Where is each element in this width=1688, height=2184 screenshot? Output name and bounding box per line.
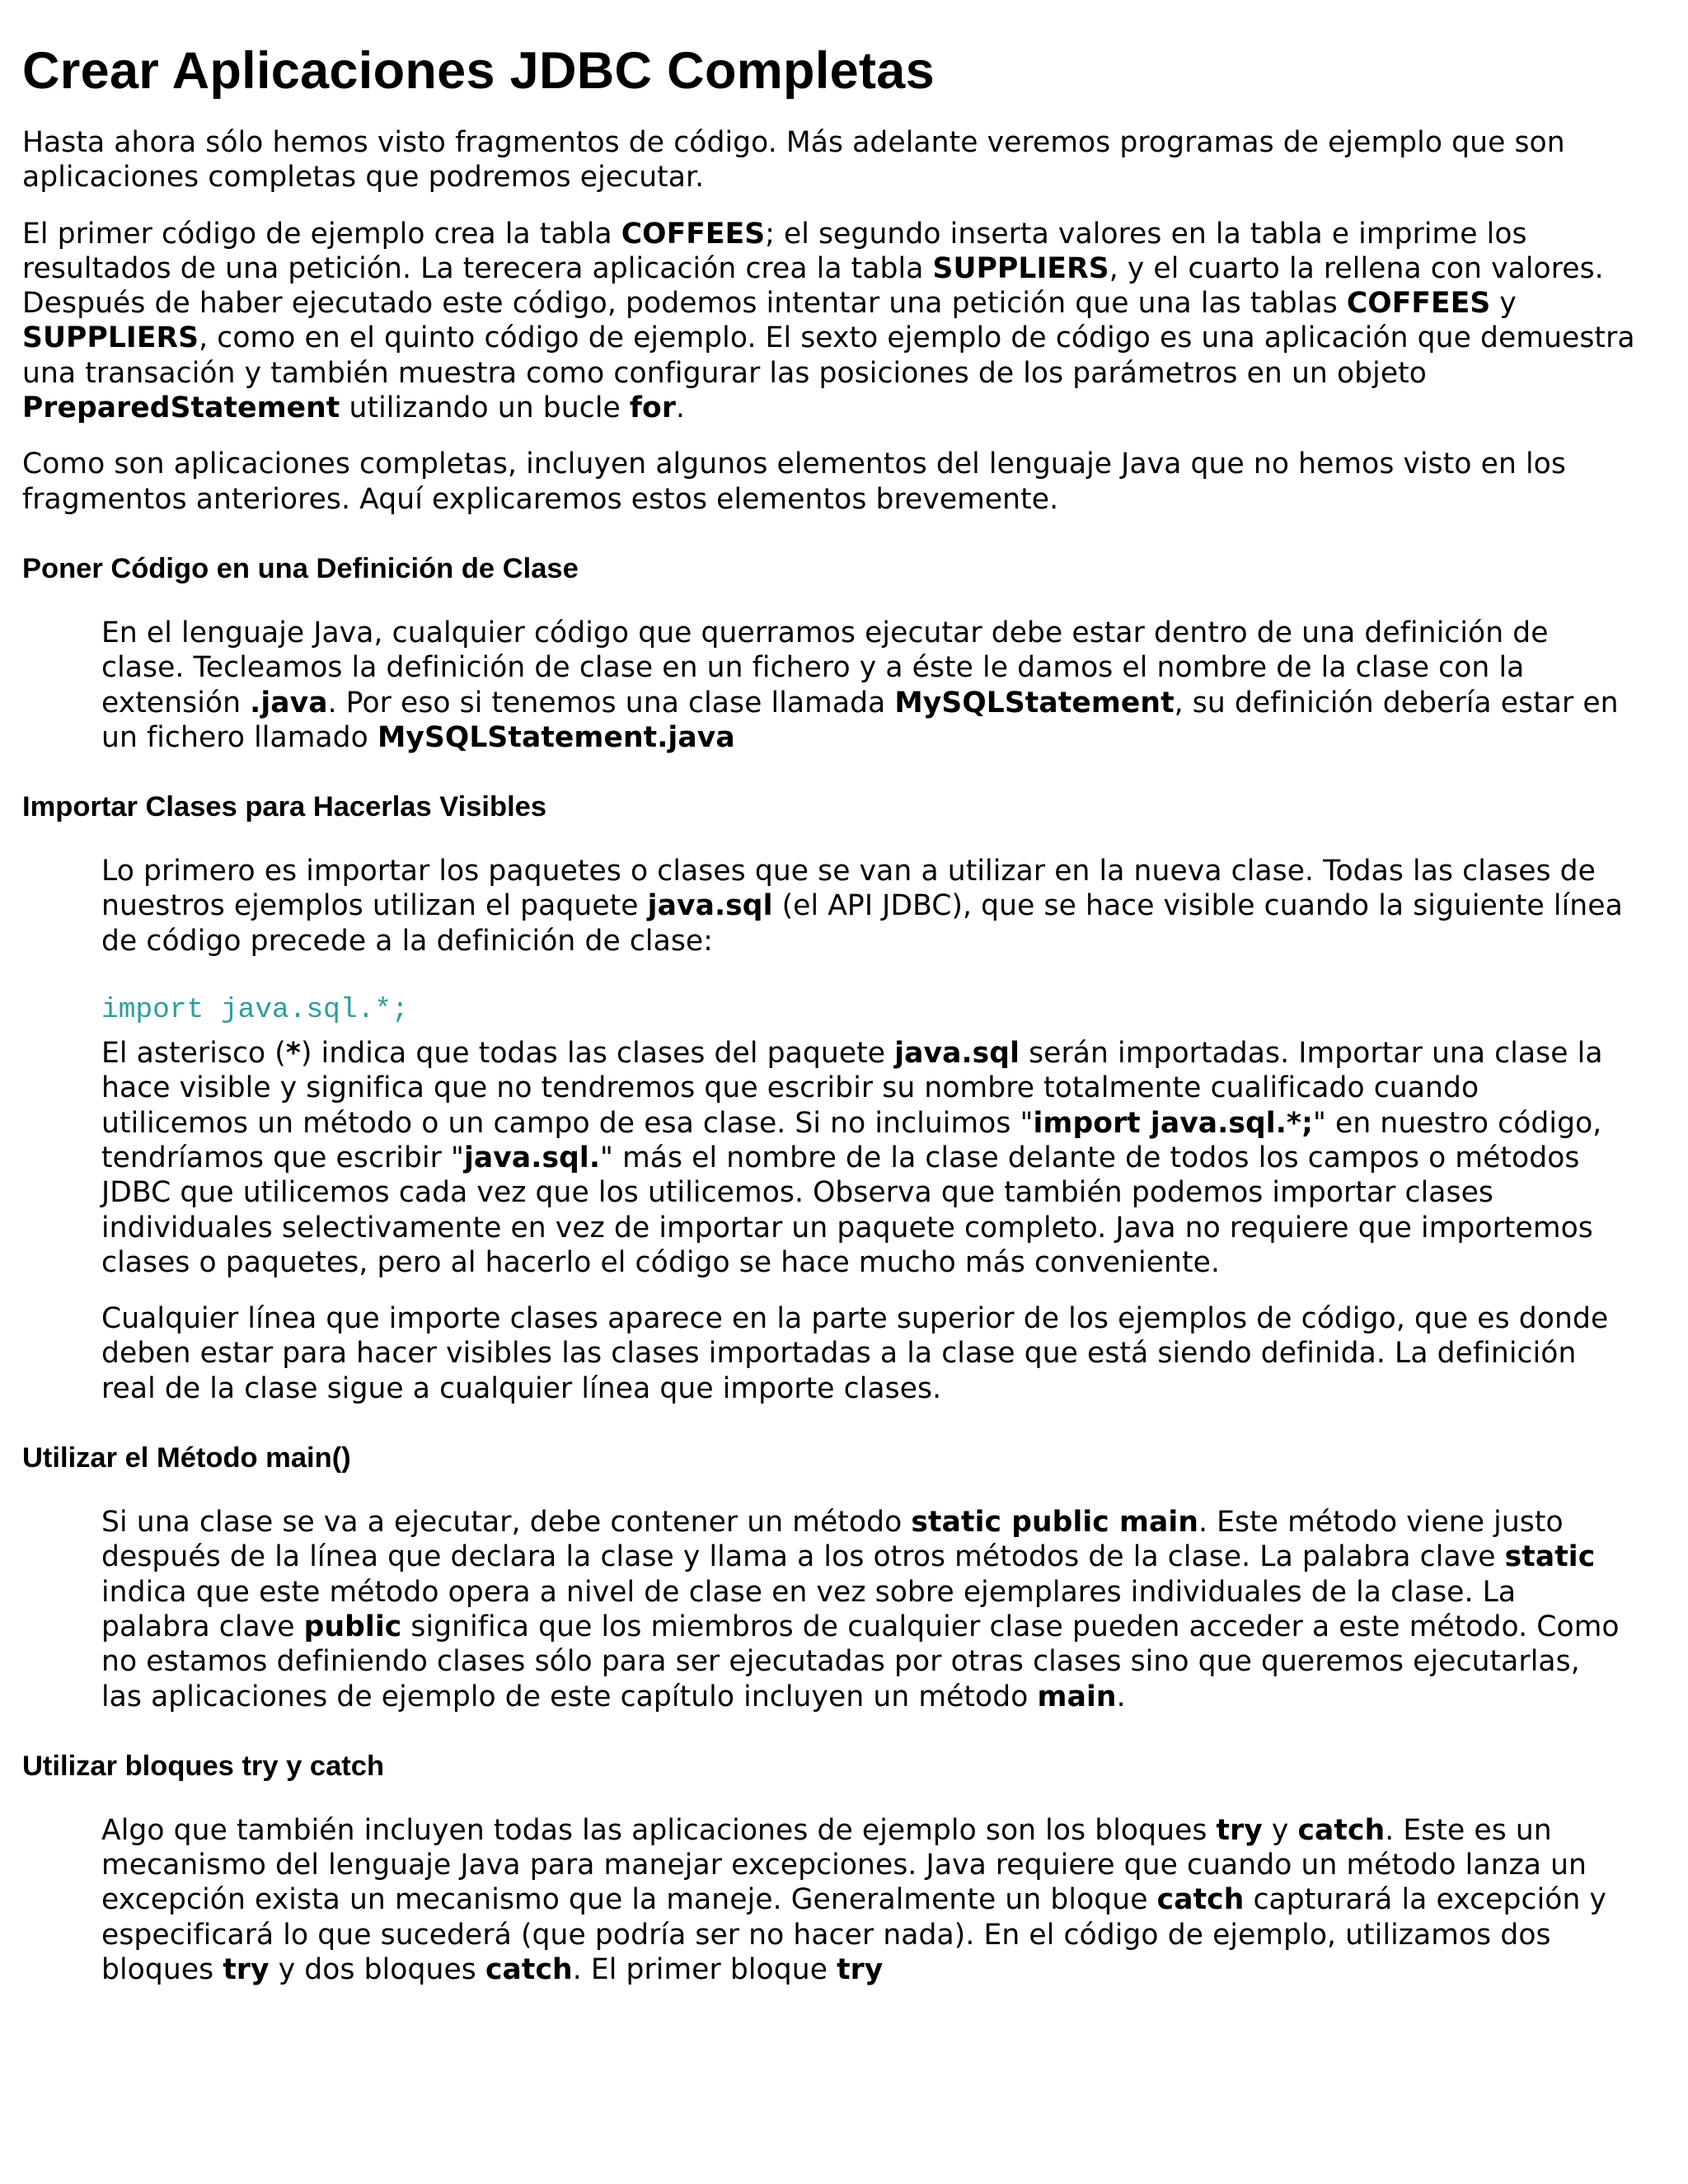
section-paragraph <box>101 616 1626 755</box>
text-run: y <box>1262 1813 1298 1847</box>
text-run: . El primer bloque <box>572 1952 837 1986</box>
bold-term: COFFEES <box>1346 287 1491 321</box>
bold-term: public <box>303 1610 402 1643</box>
text-run: . Este método viene justo después de la línea que declara la clase y llama a los otros métodos de la clase. La palabra clave <box>101 1506 1564 1574</box>
bold-term: catch <box>1156 1883 1245 1917</box>
document-page <box>22 38 1662 2008</box>
text-run: Hasta ahora sólo hemos visto fragmentos de código. Más adelante veremos programas de ejemplo que son aplicaciones completas que podremos ejecutar. <box>22 126 1565 194</box>
text-run: Lo primero es importar los paquetes o clases que se van a utilizar en la nueva clase. Todas las clases de nuestros ejemplos utilizan el paquete <box>101 855 1596 923</box>
section-paragraph <box>101 854 1626 958</box>
bold-term: COFFEES <box>621 217 766 251</box>
section-heading: Poner Código en una Definición de Clase <box>22 552 579 584</box>
text-run: , como en el quinto código de ejemplo. El sexto ejemplo de código es una aplicación que demuestra una transación y también muestra como configurar las posiciones de los parámetros en un objeto <box>22 321 1635 390</box>
text-run: " en nuestro código, tendríamos que escribir " <box>101 1106 1602 1174</box>
section-body <box>101 1813 1626 1987</box>
section-heading: Utilizar bloques try y catch <box>22 1750 385 1782</box>
code-snippet: import java.sql.*; <box>101 994 409 1027</box>
text-run: , su definición debería estar en un fichero llamado <box>101 686 1619 754</box>
section-paragraph <box>101 1036 1626 1280</box>
bold-term: SUPPLIERS <box>932 251 1109 285</box>
text-run: " más el nombre de la clase delante de todos los campos o métodos JDBC que utilicemos cada vez que los utilicemos. Observa que también podemos importar clases individuales selectivamente en vez de importar un paquete completo. Java no requiere que importemos clases o paquetes, pero al hacerlo el código se hace mucho más conveniente. <box>101 1141 1593 1279</box>
bold-term: try <box>1216 1813 1263 1847</box>
text-run: ) indica que todas las clases del paquete <box>301 1037 895 1071</box>
text-run: . <box>1116 1680 1126 1713</box>
text-run: En el lenguaje Java, cualquier código que querramos ejecutar debe estar dentro de una definición de clase. Tecleamos la definición de clase en un fichero y a éste le damos el nombre de la clase con la extensión <box>101 616 1549 719</box>
section-body <box>101 616 1626 755</box>
intro-paragraph <box>22 217 1662 426</box>
bold-term: import java.sql.*; <box>1033 1106 1313 1140</box>
text-run: y <box>1490 287 1517 321</box>
bold-term: java.sql. <box>463 1141 601 1174</box>
page-title: Crear Aplicaciones JDBC Completas <box>22 42 935 100</box>
bold-term: for <box>629 391 676 425</box>
text-run: indica que este método opera a nivel de clase en vez sobre ejemplares individuales de la clase. La palabra clave <box>101 1575 1517 1643</box>
bold-term: catch <box>485 1952 573 1986</box>
text-run: , y el cuarto la rellena con valores. Después de haber ejecutado este código, podemos intentar una petición que una las tablas <box>22 251 1604 321</box>
bold-term: try <box>837 1952 884 1986</box>
text-run: significa que los miembros de cualquier clase pueden acceder a este método. Como no estamos definiendo clases sólo para ser ejecutadas por otras clases sino que queremos ejecutarlas, las aplicaciones de ejemplo de este capítulo incluyen un método <box>101 1610 1620 1713</box>
text-run: . Por eso si tenemos una clase llamada <box>327 686 895 719</box>
text-run: Cualquier línea que importe clases aparece en la parte superior de los ejemplos de código, que es donde deben estar para hacer visibles las clases importadas a la clase que está siendo definida. La definición real de la clase sigue a cualquier línea que importe clases. <box>101 1302 1609 1405</box>
bold-term: * <box>285 1037 302 1071</box>
text-run: (el API JDBC), que se hace visible cuando la siguiente línea de código precede a la definición de clase: <box>101 889 1623 958</box>
bold-term: MySQLStatement <box>894 686 1175 719</box>
bold-term: try <box>223 1952 270 1986</box>
text-run: . Este es un mecanismo del lenguaje Java para manejar excepciones. Java requiere que cuando un método lanza un excepción exista un mecanismo que la maneje. Generalmente un bloque <box>101 1813 1587 1917</box>
intro-paragraph <box>22 125 1662 195</box>
bold-term: SUPPLIERS <box>22 321 199 355</box>
text-run: ; el segundo inserta valores en la tabla e imprime los resultados de una petición. La terecera aplicación crea la tabla <box>22 217 1527 285</box>
text-run: . <box>675 391 686 425</box>
section-paragraph <box>101 1813 1626 1987</box>
bold-term: java.sql <box>894 1037 1020 1071</box>
bold-term: main <box>1037 1680 1117 1713</box>
intro <box>22 125 1662 517</box>
intro-paragraph <box>22 447 1662 517</box>
text-run: utilizando un bucle <box>340 391 630 425</box>
section-body <box>101 1505 1626 1714</box>
text-run: Algo que también incluyen todas las aplicaciones de ejemplo son los bloques <box>101 1813 1217 1847</box>
text-run: Como son aplicaciones completas, incluyen algunos elementos del lenguaje Java que no hemos visto en los fragmentos anteriores. Aquí explicaremos estos elementos brevemente. <box>22 448 1566 516</box>
text-run: y dos bloques <box>269 1952 485 1986</box>
bold-term: .java <box>250 686 328 719</box>
text-run: serán importadas. Importar una clase la hace visible y significa que no tendremos que escribir su nombre totalmente cualificado cuando utilicemos un método o un campo de esa clase. Si no incluimos " <box>101 1037 1603 1140</box>
bold-term: static public main <box>911 1506 1198 1540</box>
section-body <box>101 854 1626 1406</box>
section-heading: Importar Clases para Hacerlas Visibles <box>22 791 547 823</box>
sections <box>22 551 1662 1987</box>
section-paragraph <box>101 1505 1626 1714</box>
bold-term: PreparedStatement <box>22 391 340 425</box>
section-heading: Utilizar el Método main() <box>22 1442 351 1474</box>
text-run: El asterisco ( <box>101 1037 286 1071</box>
section-paragraph <box>101 1301 1626 1406</box>
bold-term: java.sql <box>647 889 773 923</box>
text-run: capturará la excepción y especificará lo que sucederá (que podría ser no hacer nada). En el código de ejemplo, utilizamos dos bloques <box>101 1883 1607 1986</box>
bold-term: MySQLStatement.java <box>377 720 735 754</box>
text-run: Si una clase se va a ejecutar, debe contener un método <box>101 1506 912 1540</box>
text-run: El primer código de ejemplo crea la tabla <box>22 217 621 251</box>
bold-term: catch <box>1297 1813 1386 1847</box>
bold-term: static <box>1504 1540 1596 1574</box>
